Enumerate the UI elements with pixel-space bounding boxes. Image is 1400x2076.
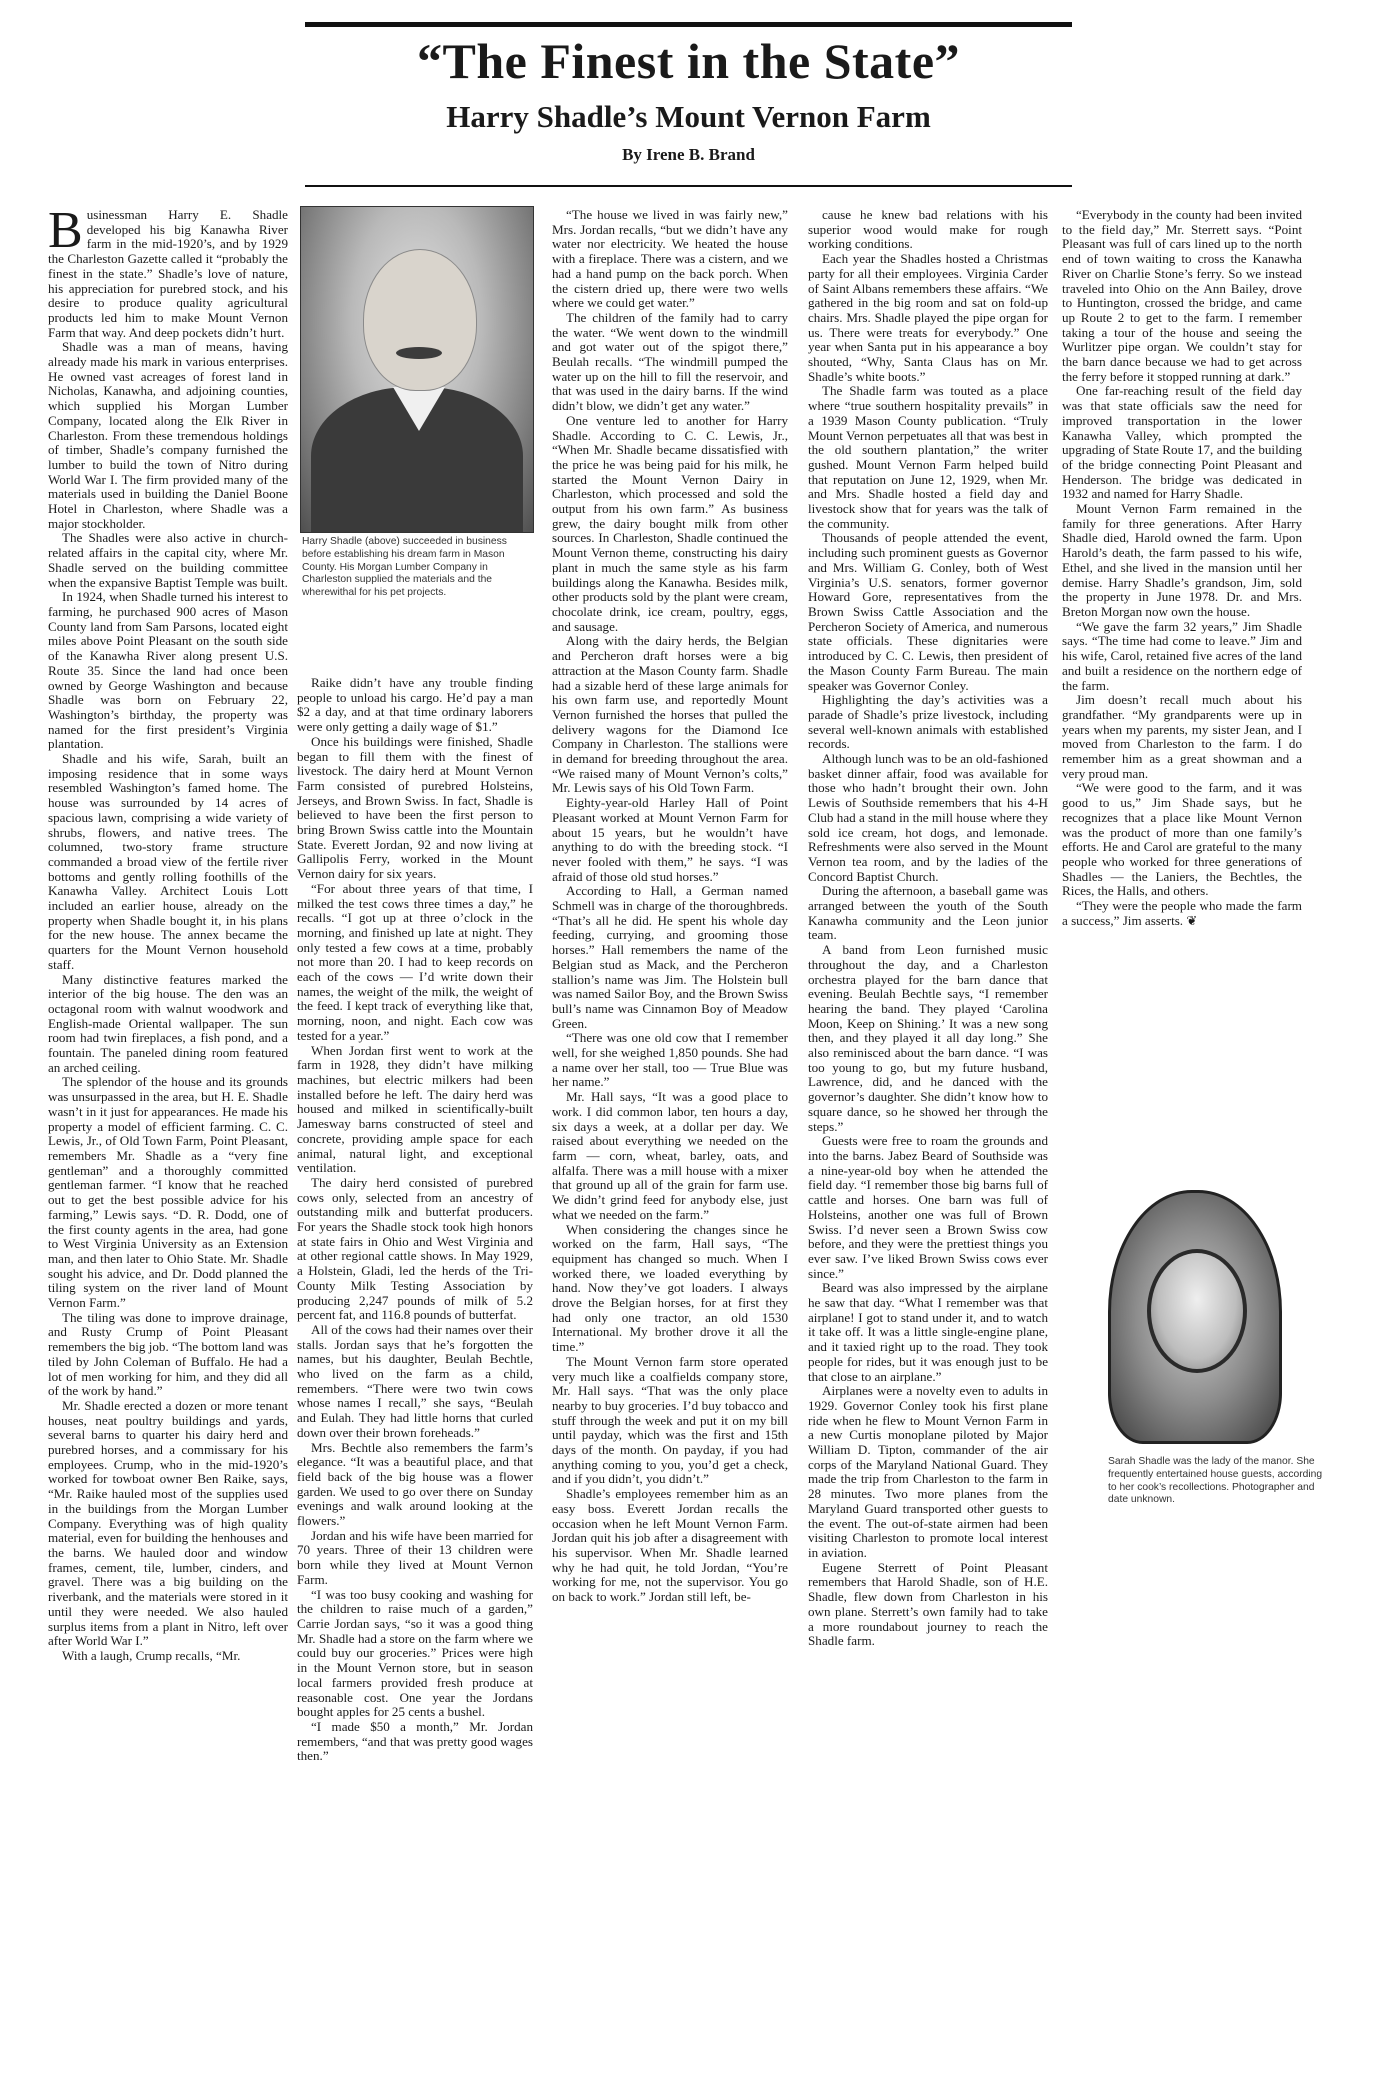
sarah-photo-caption: Sarah Shadle was the lady of the manor. She frequently entertained house guests, according to her cook’s recollections. Photographer and date unknown.	[1108, 1456, 1323, 1506]
article-paragraph: Businessman Harry E. Shadle developed his big Kanawha River farm in the mid-1920’s, and by 1929 the Charleston Gazette called it “probably the finest in the state.” Shadle’s love of nature, his appreciation for purebred stock, and his desire to produce quality agricultural products led him to make Mount Vernon Farm that way. And deep pockets didn’t hurt.	[48, 208, 288, 340]
article-paragraph: Mr. Shadle erected a dozen or more tenant houses, neat poultry buildings and yards, several barns to quarter his dairy herd and purebred horses, and a commissary for his employees. Crump, who in the mid-1920’s worked for towboat owner Ben Raike, says, “Mr. Raike hauled most of the supplies used in the buildings from the Morgan Lumber Company. Everything was of high quality material, even for building the henhouses and the barns. We hauled door and window frames, cement, tile, lumber, cinders, and gravel. There was a big building on the riverbank, and the materials were stored in it until they were needed. We also hauled surplus items from a plant in Nitro, left over after World War I.”	[48, 1397, 288, 1649]
harry-photo-caption: Harry Shadle (above) succeeded in business before establishing his dream farm in Mason County. His Morgan Lumber Company in Charleston supplied the materials and the wherewithal for his pet projects.	[302, 536, 507, 599]
header-rule-top	[305, 22, 1072, 27]
article-paragraph: A band from Leon furnished music throughout the day, and a Charleston orchestra played for the barn dance that evening. Beulah Bechtle says, “I remember hearing the band. They played ‘Carolina Moon, Keep on Shining.’ It was a new song then, and they played it all day long.” She also reminisced about the barn dance. “I was too young to go, but my future husband, Lawrence, did, and he danced with the governor’s daughter. She didn’t know how to square dance, so he showed her through the steps.”	[808, 942, 1048, 1134]
article-paragraph: “We were good to the farm, and it was good to us,” Jim Shade says, but he recognizes that a place like Mount Vernon was the product of more than one family’s efforts. He and Carol are grateful to the many people who worked for three generations of Shadles — the Laniers, the Bechtles, the Rices, the Halls, and others.	[1062, 780, 1302, 899]
article-paragraph: The Shadle farm was touted as a place where “true southern hospitality prevails” in a 1939 Mason County publication. “Truly Mount Vernon perpetuates all that was best in the old southern plantation,” the writer gushed. Mount Vernon Farm helped build that reputation on June 12, 1929, when Mr. and Mrs. Shadle hosted a field day and livestock show that for years was the talk of the community.	[808, 383, 1048, 531]
article-paragraph: Once his buildings were finished, Shadle began to fill them with the finest of livestock. The dairy herd at Mount Vernon Farm consisted of purebred Holsteins, Jerseys, and Brown Swiss. In fact, Shadle is believed to have been the first person to bring Brown Swiss cattle into the Mountain State. Everett Jordan, 92 and now living at Gallipolis Ferry, worked in the Mount Vernon dairy for six years.	[297, 733, 533, 882]
article-paragraph: Highlighting the day’s activities was a parade of Shadle’s prize livestock, including several well-known animals with established records.	[808, 692, 1048, 752]
portrait-head	[363, 249, 477, 391]
article-title: “The Finest in the State”	[416, 33, 961, 89]
article-paragraph: Raike didn’t have any trouble finding people to unload his cargo. He’d pay a man $2 a day, and at that time ordinary laborers were only getting a daily wage of $1.”	[297, 676, 533, 735]
article-paragraph: Airplanes were a novelty even to adults in 1929. Governor Conley took his first plane ride when he flew to Mount Vernon Farm in a new Curtis monoplane piloted by Major William D. Tipton, commander of the air corps of the Maryland National Guard. They made the trip from Charleston to the farm in 28 minutes. Two more planes from the Maryland Guard transported other guests to the event. The out-of-state airmen had been visiting Charleston to promote local interest in aviation.	[808, 1383, 1048, 1560]
article-paragraph: cause he knew bad relations with his superior wood would make for rough working conditions.	[808, 208, 1048, 252]
article-paragraph: Along with the dairy herds, the Belgian and Percheron draft horses were a big attraction at the Mason County farm. Shadle had a sizable herd of these large animals for his own farm use, and reportedly Mount Vernon furnished the horses that pulled the delivery wagons for the Diamond Ice Company in Charleston. The stallions were in demand for breeding throughout the area. “We raised many of Mount Vernon’s colts,” Mr. Lewis says of his Old Town Farm.	[552, 633, 788, 796]
article-paragraph: During the afternoon, a baseball game was arranged between the youth of the South Kanawha community and the Leon junior team.	[808, 883, 1048, 943]
article-paragraph: In 1924, when Shadle turned his interest to farming, he purchased 900 acres of Mason County land from Sam Parsons, located eight miles above Point Pleasant on the south side of the Kanawha River along present U.S. Route 35. Since the land had once been owned by George Washington and because Shadle was born on February 22, Washington’s birthday, the property was named for the first president’s Virginia plantation.	[48, 589, 288, 752]
column-2	[297, 676, 533, 2060]
article-paragraph: Shadle and his wife, Sarah, built an imposing residence that in some ways resembled Washington’s famed home. The house was surrounded by 14 acres of spacious lawn, comprising a wide variety of shrubs, flowers, and native trees. The columned, two-story frame structure commanded a broad view of the fertile river bottoms and gently rolling foothills of the Kanawha Valley. Architect Louis Lott included an earlier house, already on the property when Shadle bought it, in his plans for the new house. The annex became the quarters for the Mount Vernon household staff.	[48, 751, 288, 972]
article-paragraph: The Mount Vernon farm store operated very much like a coalfields company store, Mr. Hall says. “That was the only place nearby to buy groceries. I’d buy tobacco and stuff through the week and put it on my bill until payday, which was the first and 15th days of the month. On payday, if you had anything coming to you, you’d get a check, and if you didn’t, you didn’t.”	[552, 1353, 788, 1487]
article-paragraph: Jim doesn’t recall much about his grandfather. “My grandparents were up in years when my parents, my sister Jean, and I moved from Charleston to the farm. I do remember him as a great showman and a very proud man.	[1062, 692, 1302, 781]
article-paragraph: Beard was also impressed by the airplane he saw that day. “What I remember was that airplane! I got to stand under it, and to watch it take off. It was a little single-engine plane, and it taxied right up to the road. They took people for rides, but it was enough just to be that close to an airplane.”	[808, 1280, 1048, 1384]
article-paragraph: Mr. Hall says, “It was a good place to work. I did common labor, ten hours a day, six days a week, at a dollar per day. We raised about everything we needed on the farm — corn, wheat, barley, oats, and alfalfa. There was a mill house with a mixer that ground up all of the grain for farm use. We didn’t grind feed for anybody else, just what we needed on the farm.”	[552, 1089, 788, 1222]
article-paragraph: Eighty-year-old Harley Hall of Point Pleasant worked at Mount Vernon Farm for about 15 years, but he wouldn’t have anything to do with the breeding stock. “I never fooled with them,” he says. “I was afraid of those old stud horses.”	[552, 795, 788, 884]
article-paragraph: According to Hall, a German named Schmell was in charge of the thoroughbreds. “That’s all he did. He spent his whole day feeding, currying, and grooming those horses.” Hall remembers the name of the Belgian stud as Mack, and the Percheron stallion’s name was Jim. The Holstein bull was named Sailor Boy, and the Brown Swiss bull’s name was Cinnamon Boy of Meadow Green.	[552, 883, 788, 1031]
article-subtitle: Harry Shadle’s Mount Vernon Farm	[446, 99, 931, 134]
article-paragraph: Mount Vernon Farm remained in the family for three generations. After Harry Shadle died, Harold owned the farm. Upon Harold’s death, the farm passed to his wife, Ethel, and she lived in the mansion until her demise. Harry Shadle’s grandson, Jim, sold the property in June 1978. Dr. and Mrs. Breton Morgan now own the house.	[1062, 501, 1302, 619]
article-paragraph: Many distinctive features marked the interior of the big house. The den was an octagonal room with walnut woodwork and English-made Oriental wallpaper. The sun room had twin fireplaces, a fish pond, and a fountain. The paneled dining room featured an arched ceiling.	[48, 971, 288, 1075]
article-paragraph: When Jordan first went to work at the farm in 1928, they didn’t have milking machines, but electric milkers had been installed before he left. The dairy herd was housed and milked in scientifically-built Jamesway barns constructed of steel and concrete, providing ample space for each animal, natural light, and exceptional ventilation.	[297, 1042, 533, 1176]
portrait-mustache	[396, 347, 442, 359]
article-paragraph: Each year the Shadles hosted a Christmas party for all their employees. Virginia Carder of Saint Albans remembers these affairs. “We gathered in the big room and sat on fold-up chairs. Mrs. Shadle played the pipe organ for us. There were treats for everybody.” One year when Santa put in his appearance a boy shouted, “Why, Santa Claus has on Mr. Shadle’s white boots.”	[808, 251, 1048, 384]
article-paragraph: When considering the changes since he worked on the farm, Hall says, “The equipment has changed so much. When I worked there, we loaded everything by hand. Now they’ve got loaders. I always drove the Belgian horses, for at first they had only one tractor, an old 1530 International. My brother drove it all the time.”	[552, 1221, 788, 1355]
article-paragraph: Mrs. Bechtle also remembers the farm’s elegance. “It was a beautiful place, and that field back of the big house was a flower garden. We used to go over there on Sunday evenings and walk around looking at the flowers.”	[297, 1439, 533, 1529]
article-paragraph: “I made $50 a month,” Mr. Jordan remembers, “and that was pretty good wages then.”	[297, 1718, 533, 1764]
sarah-portrait-oval	[1147, 1249, 1247, 1373]
article-paragraph: The splendor of the house and its grounds was unsurpassed in the area, but H. E. Shadle wasn’t in it just for appearances. He made his property a model of efficient farming. C. C. Lewis, Jr., of Old Town Farm, Point Pleasant, remembers Mr. Shadle as a “very fine gentleman” and a thoroughly committed gentleman farmer. “I know that he reached out to get the best possible advice for his farming,” Lewis says. “D. R. Dodd, one of the first county agents in the area, had gone to West Virginia University as an Extension man, and then later to Ohio State. Mr. Shadle sought his advice, and Dr. Dodd planned the tiling system on the river land of Mount Vernon Farm.”	[48, 1074, 288, 1311]
article-paragraph: “For about three years of that time, I milked the test cows three times a day,” he recalls. “I got up at three o’clock in the morning, and finished up late at night. They only tested a few cows at a time, probably not more than 20. I had to keep records on each of the cows — I’d write down their names, the weight of the milk, the weight of the feed. I kept track of everything like that, morning, noon, and night. Each cow was tested for a year.”	[297, 880, 533, 1043]
article-byline: By Irene B. Brand	[622, 145, 755, 164]
article-paragraph: The Shadles were also active in church-related affairs in the capital city, where Mr. Shadle served on the building committee when the expansive Baptist Temple was built.	[48, 530, 288, 590]
header-rule-bottom	[305, 185, 1072, 187]
article-paragraph: The dairy herd consisted of purebred cows only, selected from an ancestry of outstanding milk and butterfat producers. For years the Shadle stock took high honors at state fairs in Ohio and West Virginia and at other regional cattle shows. In May 1929, a Holstein, Gladi, led the herds of the Tri-County Milk Testing Association by producing 2,247 pounds of milk of 5.2 percent fat, and 116.8 pounds of butterfat.	[297, 1174, 533, 1323]
article-paragraph: “We gave the farm 32 years,” Jim Shadle says. “The time had come to leave.” Jim and his wife, Carol, retained five acres of the land and built a residence on the northern edge of the farm.	[1062, 618, 1302, 693]
article-paragraph: All of the cows had their names over their stalls. Jordan says that he’s forgotten the names, but his daughter, Beulah Bechtle, who lived on the farm as a child, remembers. “There were two twin cows whose names I recall,” she says, “Beulah and Eulah. They had little horns that curled down over their brown foreheads.”	[297, 1321, 533, 1440]
article-paragraph: “There was one old cow that I remember well, for she weighed 1,850 pounds. She had a name over her stall, too — True Blue was her name.”	[552, 1030, 788, 1090]
article-paragraph: Shadle was a man of means, having already made his mark in various enterprises. He owned vast acreages of forest land in Nicholas, Kanawha, and adjoining counties, which supplied his Morgan Lumber Company, located along the Elk River in Charleston. From these tremendous holdings of timber, Shadle’s company furnished the lumber to build the town of Nitro during World War I. The firm provided many of the materials used in building the Daniel Boone Hotel in Charleston, where Shadle was a major stockholder.	[48, 339, 288, 531]
article-paragraph: “I was too busy cooking and washing for the children to raise much of a garden,” Carrie Jordan says, “so it was a good thing Mr. Shadle had a store on the farm where we could buy our groceries.” Prices were high in the Mount Vernon store, but in season local farmers provided fresh produce at reasonable cost. One year the Jordans bought apples for 25 cents a bushel.	[297, 1586, 533, 1720]
harry-shadle-portrait	[300, 206, 534, 533]
article-paragraph: With a laugh, Crump recalls, “Mr.	[62, 1647, 241, 1663]
article-paragraph: Eugene Sterrett of Point Pleasant remembers that Harold Shadle, son of H.E. Shadle, flew down from Charleston in his own plane. Sterrett’s own family had to take a more roundabout journey to reach the Shadle farm.	[808, 1559, 1048, 1649]
article-paragraph: “The house we lived in was fairly new,” Mrs. Jordan recalls, “but we didn’t have any water nor electricity. We heated the house with a fireplace. There was a cistern, and we had a hand pump on the back porch. When the cistern dried up, there were two wells where we could get water.”	[552, 208, 788, 311]
sarah-shadle-framed-portrait	[1108, 1190, 1282, 1444]
article-paragraph: One far-reaching result of the field day was that state officials saw the need for improved transportation in the lower Kanawha Valley, which prompted the upgrading of State Route 17, and the building of the bridge connecting Point Pleasant and Henderson. The bridge was dedicated in 1932 and named for Harry Shadle.	[1062, 383, 1302, 502]
column-4	[808, 208, 1048, 2060]
article-paragraph: “They were the people who made the farm a success,” Jim asserts. ❦	[1062, 898, 1302, 928]
column-3	[552, 208, 788, 2060]
article-paragraph: Thousands of people attended the event, including such prominent guests as Governor and Mrs. William G. Conley, both of West Virginia’s U.S. senators, former governor Howard Gore, representatives from the Brown Swiss Cattle Association and the Percheron Society of America, and numerous state officials. These dignitaries were introduced by C. C. Lewis, then president of the Mason County Farm Bureau. The main speaker was Governor Conley.	[808, 530, 1048, 693]
column-1	[48, 208, 288, 2060]
article-paragraph: Shadle’s employees remember him as an easy boss. Everett Jordan recalls the occasion when he left Mount Vernon Farm. Jordan quit his job after a disagreement with his supervisor. When Mr. Shadle learned why he had quit, he told Jordan, “You’re working for me, not the supervisor. You go on back to work.” Jordan still left, be-	[552, 1486, 788, 1605]
article-paragraph: One venture led to another for Harry Shadle. According to C. C. Lewis, Jr., “When Mr. Shadle became dissatisfied with the price he was being paid for his milk, he started the Mount Vernon Dairy in Charleston, which processed and sold the output from his own farm.” As business grew, the dairy bought milk from other sources. In Charleston, Shadle continued the Mount Vernon theme, constructing his dairy plant in much the same style as his farm buildings along the Kanawha. Besides milk, other products sold by the plant were cream, chocolate drink, ice cream, poultry, eggs, and sausage.	[552, 412, 788, 634]
article-paragraph: Jordan and his wife have been married for 70 years. Three of their 13 children were born while they lived at Mount Vernon Farm.	[297, 1527, 533, 1587]
article-paragraph: Guests were free to roam the grounds and into the barns. Jabez Beard of Southside was a nine-year-old boy when he attended the field day. “I remember those big barns full of cattle and horses. One barn was full of Holsteins, another one was full of Brown Swiss. I’d never seen a Brown Swiss cow before, and they were the prettiest things you ever saw. I’ve liked Brown Swiss cows ever since.”	[808, 1133, 1048, 1281]
article-paragraph: Although lunch was to be an old-fashioned basket dinner affair, food was available for those who hadn’t brought their own. John Lewis of Southside remembers that his 4-H Club had a stand in the mill house where they sold ice cream, hot dogs, and lemonade. Refreshments were also served in the Mount Vernon tea room, and by the ladies of the Concord Baptist Church.	[808, 751, 1048, 884]
article-paragraph: The tiling was done to improve drainage, and Rusty Crump of Point Pleasant remembers the big job. “The bottom land was tiled by John Coleman of Buffalo. He had a lot of men working for him, and they did all of the work by hand.”	[48, 1309, 288, 1399]
column-5	[1062, 208, 1302, 1118]
article-paragraph: “Everybody in the county had been invited to the field day,” Mr. Sterrett says. “Point Pleasant was full of cars lined up to the north end of town waiting to cross the Kanawha River on Charlie Stone’s ferry. So we instead traveled into Ohio on the Ann Bailey, drove to Huntington, crossed the bridge, and came up Route 2 to get to the farm. I remember taking a tour of the house and seeing the Wurlitzer pipe organ. We couldn’t stay for the barn dance because we had to get across the ferry before it stopped running at dark.”	[1062, 208, 1302, 384]
article-paragraph: The children of the family had to carry the water. “We went down to the windmill and got water out of the spigot there,” Beulah recalls. “The windmill pumped the water up on the hill to fill the reservoir, and that was used in the dairy barns. If the wind didn’t blow, we didn’t get any water.”	[552, 309, 788, 414]
